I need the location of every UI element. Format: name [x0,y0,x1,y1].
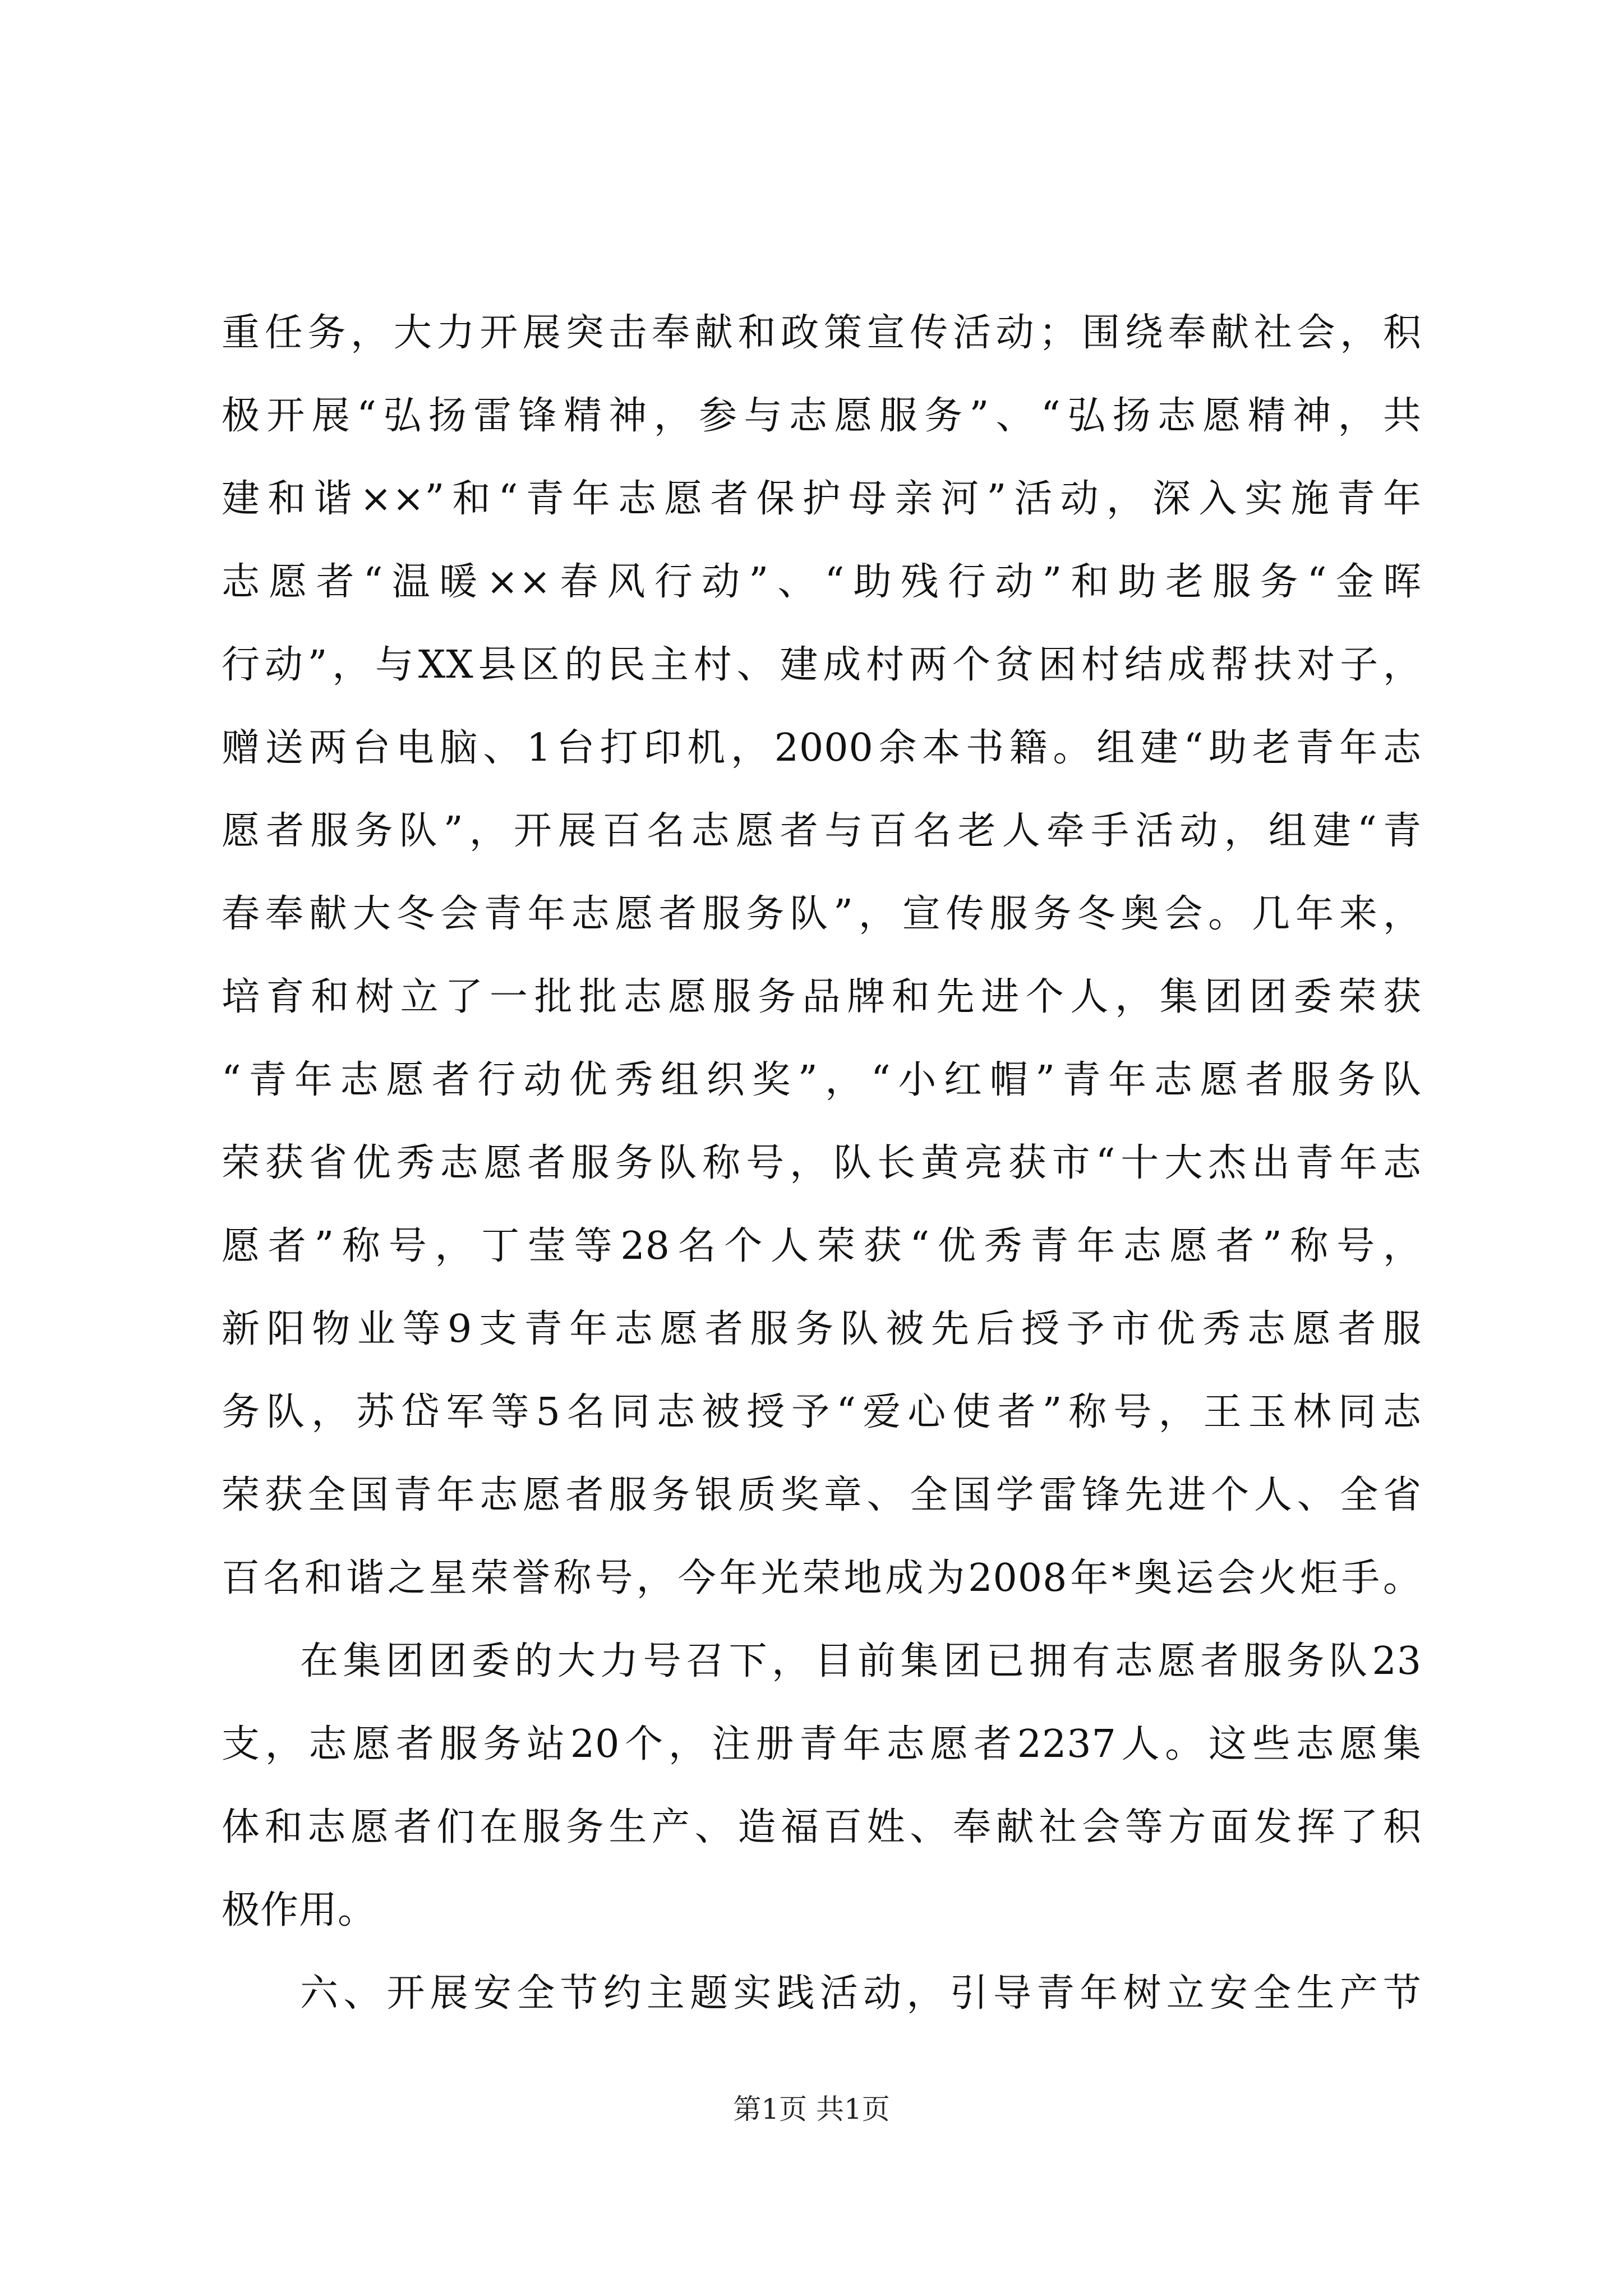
text-line: 荣获全国青年志愿者服务银质奖章、全国学雷锋先进个人、全省 [222,1473,1422,1517]
text-line: 支，志愿者服务站20个，注册青年志愿者2237人。这些志愿集 [222,1722,1422,1766]
text-line: 体和志愿者们在服务生产、造福百姓、奉献社会等方面发挥了积 [222,1805,1422,1849]
text-line: “青年志愿者行动优秀组织奖”，“小红帽”青年志愿者服务队 [222,1058,1422,1102]
text-line: 愿者服务队”，开展百名志愿者与百名老人牵手活动，组建“青 [222,809,1422,853]
text-line: 极作用。 [222,1888,377,1932]
page-footer: 第1页 共1页 [733,2093,890,2125]
text-line: 重任务，大力开展突击奉献和政策宣传活动；围绕奉献社会，积 [222,311,1422,355]
text-line: 极开展“弘扬雷锋精神，参与志愿服务”、“弘扬志愿精神，共 [222,394,1422,438]
text-line: 新阳物业等9支青年志愿者服务队被先后授予市优秀志愿者服 [222,1307,1422,1351]
text-line: 建和谐××”和“青年志愿者保护母亲河”活动，深入实施青年 [222,477,1422,521]
section-heading-line: 六、开展安全节约主题实践活动，引导青年树立安全生产节 [300,1971,1422,2016]
text-line: 务队，苏岱军等5名同志被授予“爱心使者”称号，王玉林同志 [222,1390,1422,1434]
text-line: 百名和谐之星荣誉称号，今年光荣地成为2008年*奥运会火炬手。 [222,1556,1422,1600]
document-body [222,292,1422,2035]
text-line: 愿者”称号，丁莹等28名个人荣获“优秀青年志愿者”称号， [222,1224,1422,1268]
paragraph-start-line: 在集团团委的大力号召下，目前集团已拥有志愿者服务队23 [300,1639,1422,1683]
text-line: 培育和树立了一批批志愿服务品牌和先进个人，集团团委荣获 [222,975,1422,1019]
text-line: 志愿者“温暖××春风行动”、“助残行动”和助老服务“金晖 [222,560,1422,604]
text-line: 荣获省优秀志愿者服务队称号，队长黄亮获市“十大杰出青年志 [222,1141,1422,1185]
text-line: 春奉献大冬会青年志愿者服务队”，宣传服务冬奥会。几年来， [222,892,1422,936]
text-line: 赠送两台电脑、1台打印机，2000余本书籍。组建“助老青年志 [222,726,1422,770]
text-line: 行动”，与XX县区的民主村、建成村两个贫困村结成帮扶对子， [222,643,1422,687]
